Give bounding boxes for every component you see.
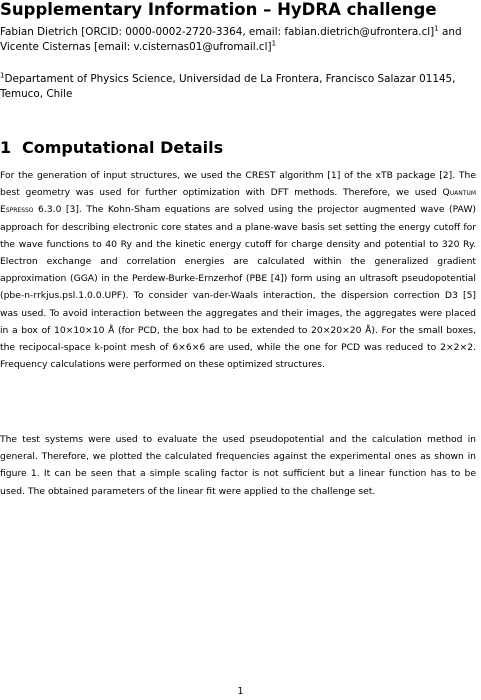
author-2: and Vicente Cisternas [email: v.cisternas01@ufromail.cl]: [0, 26, 462, 53]
software-name: Quantum Espresso: [0, 187, 476, 216]
author-1: Fabian Dietrich [ORCID: 0000-0002-2720-3364, email: fabian.dietrich@ufrontera.cl]: [0, 26, 435, 38]
paragraph-test-systems: The test systems were used to evaluate the used pseudopotential and the calculation method in general. Therefore, we plotted the calculated frequencies against the experimental ones as shown in figure 1. It can be seen that a simple scaling factor is not sufficient but a linear function has to be used. The obtained parameters of the linear fit were applied to the challenge set.: [0, 434, 476, 497]
paragraph-1-part-b: 6.3.0 [3]. The Kohn-Sham equations are solved using the projector augmented wave (PAW) approach for describing electronic core states and a plane-wave basis set setting the energy cutoff for the wave functions to 40 Ry and the kinetic energy cutoff for charge density and potential to 320 Ry. Electron exchange and correlation energies are calculated within the generalized gradient approximation (GGA) in the Perdew-Burke-Ernzerhof (PBE [4]) form using an ultrasoft pseudopotential (pbe-n-rrkjus.psl.1.0.0.UPF). To consider van-der-Waals interaction, the dispersion correction D3 [5] was used. To avoid interaction between the aggregates and their images, the aggregates were placed in a box of 10×10×10 Å (for PCD, the box had to be extended to 20×20×20 Å). For the small boxes, the recipocal-space k-point mesh of 6×6×6 are used, while the one for PCD was reduced to 2×2×2. Frequency calculations were performed on these optimized structures.: [0, 204, 476, 371]
author-1-affiliation-mark: 1: [434, 24, 439, 33]
affiliation-mark: 1: [0, 71, 5, 80]
paper-title: Supplementary Information – HyDRA challenge: [0, 0, 437, 19]
author-list: [0, 25, 474, 55]
section-title: Computational Details: [22, 138, 224, 157]
section-heading: [0, 138, 470, 158]
affiliation-text: Departament of Physics Science, Universidad de La Frontera, Francisco Salazar 01145, Temuco, Chile: [0, 73, 456, 100]
author-2-affiliation-mark: 1: [271, 39, 277, 48]
paragraph-computational-setup: [0, 167, 476, 373]
affiliation: [0, 72, 474, 102]
page-number: 1: [237, 686, 244, 697]
paragraph-1-part-a: For the generation of input structures, we used the CREST algorithm [1] of the xTB package [2]. The best geometry was used for further optimization with DFT methods. Therefore, we used: [0, 170, 476, 199]
section-number: 1: [0, 138, 12, 157]
